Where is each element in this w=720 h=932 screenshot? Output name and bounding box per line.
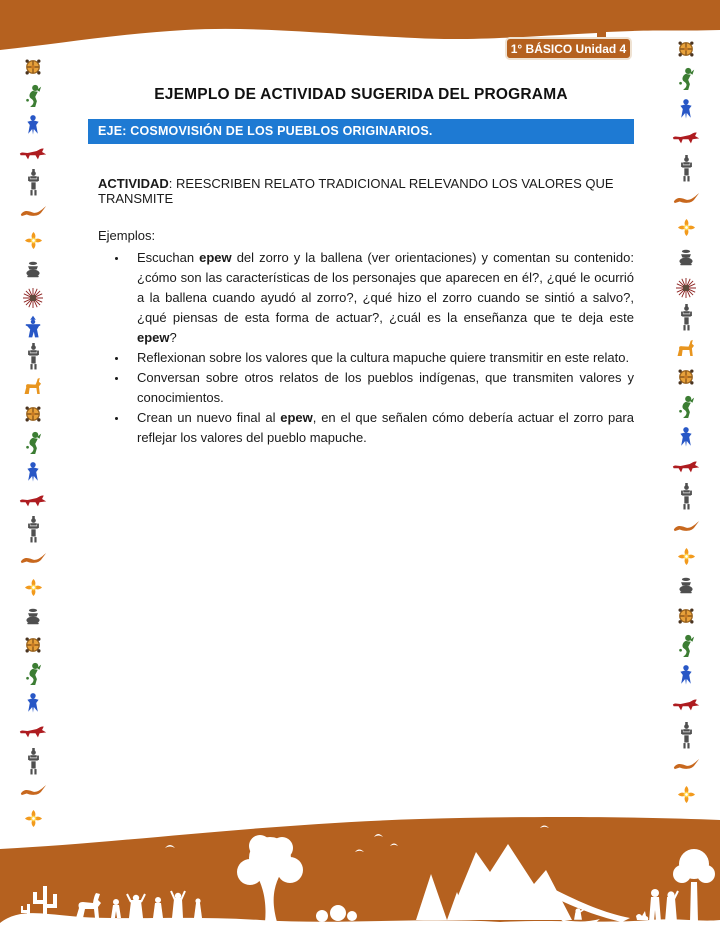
totem-icon: [19, 343, 47, 369]
totem-icon: [19, 748, 47, 774]
landscape-footer-graphic: [0, 812, 720, 932]
text-run: Reflexionan sobre los valores que la cultura mapuche quiere transmitir en este relato.: [137, 350, 630, 365]
text-run: epew: [199, 250, 232, 265]
totem-icon: [19, 170, 47, 196]
text-run: epew: [137, 330, 170, 345]
page-title: EJEMPLO DE ACTIVIDAD SUGERIDA DEL PROGRAMA: [154, 86, 568, 103]
blue-figure-icon: [19, 690, 47, 716]
flower-icon: [19, 575, 47, 601]
blue-figure-icon: [672, 96, 700, 122]
green-figure-icon: [19, 83, 47, 109]
pot-icon: [672, 245, 700, 271]
pot-icon: [19, 604, 47, 630]
kultrun-icon: [19, 401, 47, 427]
condor-icon: [672, 185, 700, 211]
totem-icon: [672, 483, 700, 509]
totem-icon: [672, 155, 700, 181]
text-run: Escuchan: [137, 250, 200, 265]
kultrun-icon: [672, 364, 700, 390]
fox-icon: [19, 141, 47, 167]
totem-icon: [19, 517, 47, 543]
example-item: [128, 368, 634, 408]
flower-icon: [672, 782, 700, 808]
dancer-icon: [19, 314, 47, 340]
text-run: ?: [169, 330, 177, 345]
examples-list: [88, 248, 634, 448]
condor-icon: [19, 777, 47, 803]
llama-icon: [19, 372, 47, 398]
green-figure-icon: [19, 430, 47, 456]
blue-figure-icon: [672, 662, 700, 688]
kultrun-icon: [19, 54, 47, 80]
unit-tab: 1° BÁSICO Unidad 4: [505, 37, 632, 60]
examples-heading: Ejemplos:: [98, 228, 156, 243]
flower-icon: [19, 228, 47, 254]
sun-icon: [672, 275, 700, 301]
condor-icon: [672, 513, 700, 539]
condor-icon: [19, 199, 47, 225]
right-margin-icons: [667, 36, 705, 808]
example-item: [128, 348, 634, 368]
condor-icon: [672, 752, 700, 778]
blue-figure-icon: [672, 424, 700, 450]
green-figure-icon: [672, 633, 700, 659]
main-content: [88, 86, 634, 448]
example-item: [128, 408, 634, 448]
activity-label: ACTIVIDAD: [98, 176, 169, 191]
kultrun-icon: [672, 36, 700, 62]
kultrun-icon: [672, 603, 700, 629]
kultrun-icon: [19, 632, 47, 658]
blue-figure-icon: [19, 112, 47, 138]
condor-icon: [19, 546, 47, 572]
eje-banner: EJE: COSMOVISIÓN DE LOS PUEBLOS ORIGINARIOS.: [88, 119, 634, 144]
totem-icon: [672, 722, 700, 748]
totem-icon: [672, 304, 700, 330]
green-figure-icon: [672, 394, 700, 420]
green-figure-icon: [672, 66, 700, 92]
activity-text: : REESCRIBEN RELATO TRADICIONAL RELEVANDO LOS VALORES QUE TRANSMITE: [98, 176, 614, 206]
fox-icon: [19, 719, 47, 745]
flower-icon: [672, 215, 700, 241]
pot-icon: [672, 573, 700, 599]
fox-icon: [19, 488, 47, 514]
flower-icon: [19, 806, 47, 832]
fox-icon: [672, 125, 700, 151]
text-run: Conversan sobre otros relatos de los pueblos indígenas, que transmiten valores y conocimientos.: [137, 370, 634, 405]
pot-icon: [19, 256, 47, 282]
blue-figure-icon: [19, 459, 47, 485]
text-run: del zorro y la ballena (ver orientaciones) y comentan su contenido: ¿cómo son las características de los personajes que aparecen en él?, ¿qué le ocurrió a la ballena cuando ayudó al zorro?, ¿qué hizo el zorro cuando se sintió a salvo?, ¿qué piensas de esta forma de actuar?, ¿cuál es la enseñanza que te deja este: [137, 250, 634, 325]
fox-icon: [672, 692, 700, 718]
llama-icon: [672, 334, 700, 360]
green-figure-icon: [19, 661, 47, 687]
sun-icon: [19, 285, 47, 311]
left-margin-icons: [14, 54, 52, 832]
activity-line: [98, 176, 634, 206]
text-run: Crean un nuevo final al: [137, 410, 281, 425]
text-run: epew: [280, 410, 313, 425]
fox-icon: [672, 454, 700, 480]
text-run: , en el que señalen cómo debería actuar el zorro para reflejar los valores del pueblo mapuche.: [137, 410, 634, 445]
flower-icon: [672, 543, 700, 569]
example-item: [128, 248, 634, 348]
